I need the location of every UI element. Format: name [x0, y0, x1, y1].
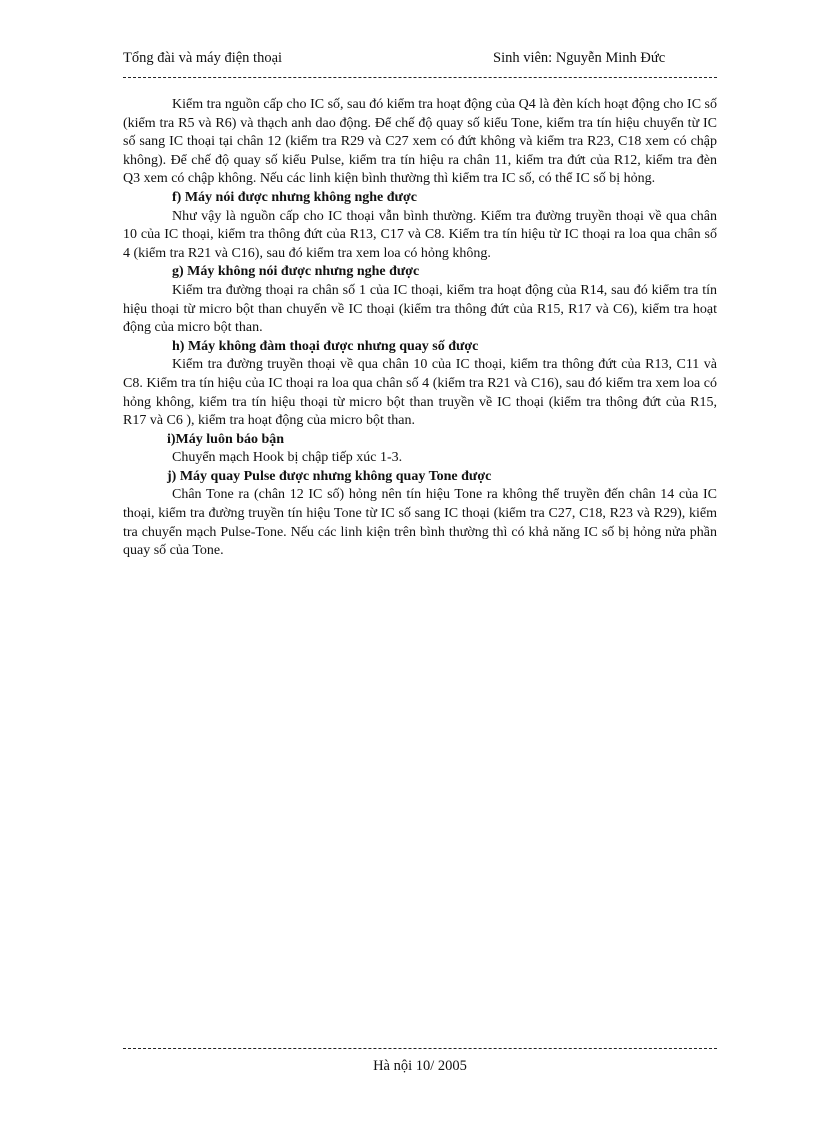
header-author: Sinh viên: Nguyễn Minh Đức [493, 50, 666, 66]
heading-f: f) Máy nói được nhưng không nghe được [172, 189, 417, 205]
page-footer: Hà nội 10/ 2005 [373, 1058, 467, 1074]
paragraph-h: Kiểm tra đường truyền thoại về qua chân 10 của IC thoại, kiểm tra thông đứt của R13, C11 và C8. Kiểm tra tín hiệu của IC thoại ra loa qua chân số 4 (kiểm tra R21 và C16), sau đó kiểm tra xem loa có hỏng không, kiểm tra tín hiệu thoại từ micro bột than truyền về IC thoại (kiểm tra thông đứt của R15, R17 và C6 ), kiểm tra hoạt động của micro bột than. [123, 357, 717, 429]
paragraph-f: Như vậy là nguồn cấp cho IC thoại vẫn bình thường. Kiểm tra đường truyền thoại về qua chân 10 của IC thoại, kiểm tra thông đứt của R13, C17 và C8. Kiểm tra tín hiệu từ IC thoại ra loa qua chân số 4 (kiểm tra R21 và C16), sau đó kiểm tra xem loa có hỏng không. [123, 208, 717, 261]
heading-g: g) Máy không nói được nhưng nghe được [172, 264, 420, 280]
paragraph-ic-check: Kiểm tra nguồn cấp cho IC số, sau đó kiểm tra hoạt động của Q4 là đèn kích hoạt động cho IC số (kiểm tra R5 và R6) và thạch anh dao động. Để chế độ quay số kiểu Tone, kiểm tra tín hiệu chuyển từ IC số sang IC thoại tại chân 12 (kiểm tra R29 và C27 xem có đứt không và kiểm tra R23, C18 xem có chập không). Để chế độ quay số kiểu Pulse, kiểm tra tín hiệu ra chân 11, kiểm tra đứt của R12, kiểm tra đèn Q3 xem có chập không. Nếu các linh kiện bình thường thì kiểm tra IC số, có thể IC số bị hỏng. [123, 97, 717, 187]
paragraph-j: Chân Tone ra (chân 12 IC số) hỏng nên tín hiệu Tone ra không thể truyền đến chân 14 của IC thoại, kiểm tra đường truyền tín hiệu Tone từ IC số sang IC thoại (kiểm tra C27, C18, R23 và R29), kiểm tra chuyển mạch Pulse-Tone. Nếu các linh kiện trên bình thường thì có khả năng IC số bị hỏng nửa phần quay số của Tone. [123, 487, 717, 559]
footer-divider [123, 1048, 717, 1049]
heading-i: i)Máy luôn báo bận [167, 431, 285, 447]
heading-h: h) Máy không đàm thoại được nhưng quay số được [172, 338, 479, 354]
heading-j: j) Máy quay Pulse được nhưng không quay Tone được [167, 468, 492, 484]
paragraph-i: Chuyển mạch Hook bị chập tiếp xúc 1-3. [172, 450, 403, 466]
header-title: Tổng đài và máy điện thoại [123, 50, 283, 66]
page-header [123, 50, 715, 70]
paragraph-g: Kiểm tra đường thoại ra chân số 1 của IC thoại, kiểm tra hoạt động của R14, sau đó kiểm tra tín hiệu thoại từ micro bột than chuyển về IC thoại (kiểm tra thông đứt của R15, R17 và C6), kiểm tra hoạt động của micro bột than. [123, 282, 717, 336]
header-divider [123, 77, 717, 78]
document-body [123, 96, 717, 561]
